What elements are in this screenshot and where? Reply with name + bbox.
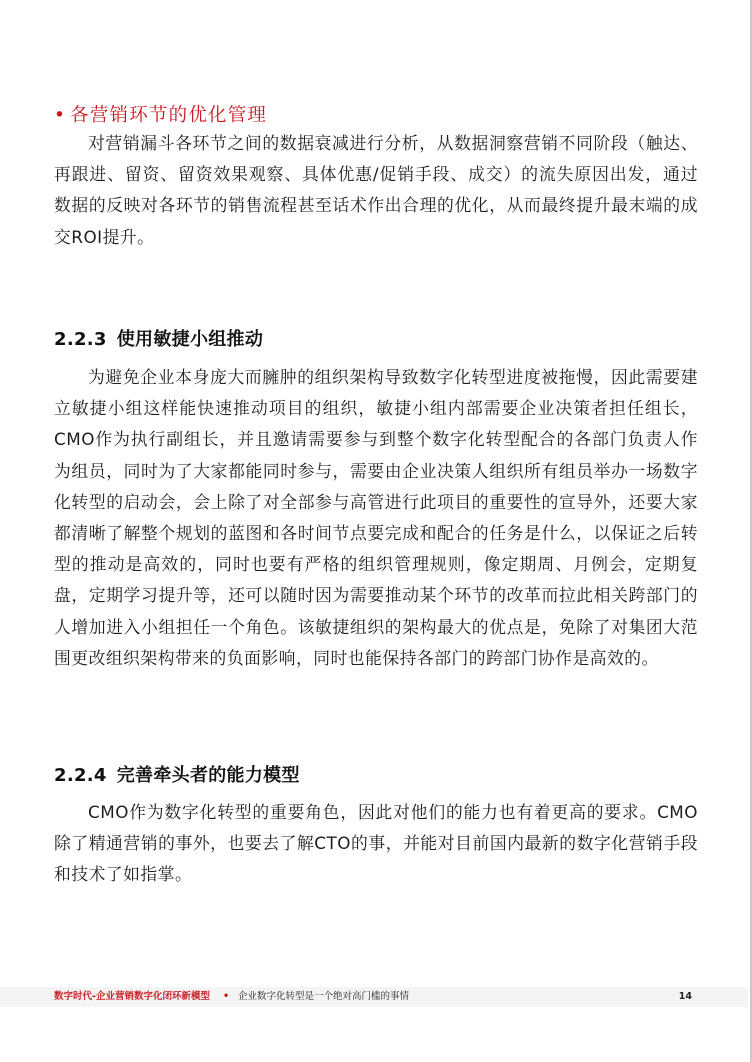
footer-chapter-title: 企业数字化转型是一个绝对高门槛的事情: [238, 991, 410, 1002]
footer-report-title: 数字时代-企业营销数字化闭环新模型: [54, 991, 210, 1002]
bullet-icon: •: [54, 105, 67, 126]
page-footer: [0, 987, 748, 1007]
paragraph-funnel-analysis: 对营销漏斗各环节之间的数据衰减进行分析，从数据洞察营销不同阶段（触达、再跟进、留资、留资效果观察、具体优惠/促销手段、成交）的流失原因出发，通过数据的反映对各环节的销售流程甚至话术作出合理的优化，从而最终提升最末端的成交ROI提升。: [54, 133, 698, 247]
heading-number: 2.2.3: [54, 329, 107, 350]
heading-number: 2.2.4: [54, 765, 107, 786]
heading-2-2-3: [54, 325, 263, 355]
heading-2-2-4: [54, 761, 300, 791]
heading-title: 使用敏捷小组推动: [116, 329, 264, 350]
section-heading: [54, 101, 267, 131]
page-number: 14: [678, 991, 692, 1002]
footer-separator: •: [223, 991, 230, 1002]
section-title: 各营销环节的优化管理: [70, 105, 268, 126]
heading-title: 完善牵头者的能力模型: [116, 765, 300, 786]
paragraph-cmo-capability: CMO作为数字化转型的重要角色，因此对他们的能力也有着更高的要求。CMO除了精通营销的事外，也要去了解CTO的事，并能对目前国内最新的数字化营销手段和技术了如指掌。: [54, 802, 698, 885]
paragraph-agile-team: 为避免企业本身庞大而臃肿的组织架构导致数字化转型进度被拖慢，因此需要建立敏捷小组这样能快速推动项目的组织，敏捷小组内部需要企业决策者担任组长，CMO作为执行副组长，并且邀请需要参与到整个数字化转型配合的各部门负责人作为组员，同时为了大家都能同时参与，需要由企业决策人组织所有组员举办一场数字化转型的启动会，会上除了对全部参与高管进行此项目的重要性的宣导外，还要大家都清晰了解整个规划的蓝图和各时间节点要完成和配合的任务是什么，以保证之后转型的推动是高效的，同时也要有严格的组织管理规则，像定期周、月例会，定期复盘，定期学习提升等，还可以随时因为需要推动某个环节的改革而拉此相关跨部门的人增加进入小组担任一个角色。该敏捷组织的架构最大的优点是，免除了对集团大范围更改组织架构带来的负面影响，同时也能保持各部门的跨部门协作是高效的。: [54, 367, 698, 668]
